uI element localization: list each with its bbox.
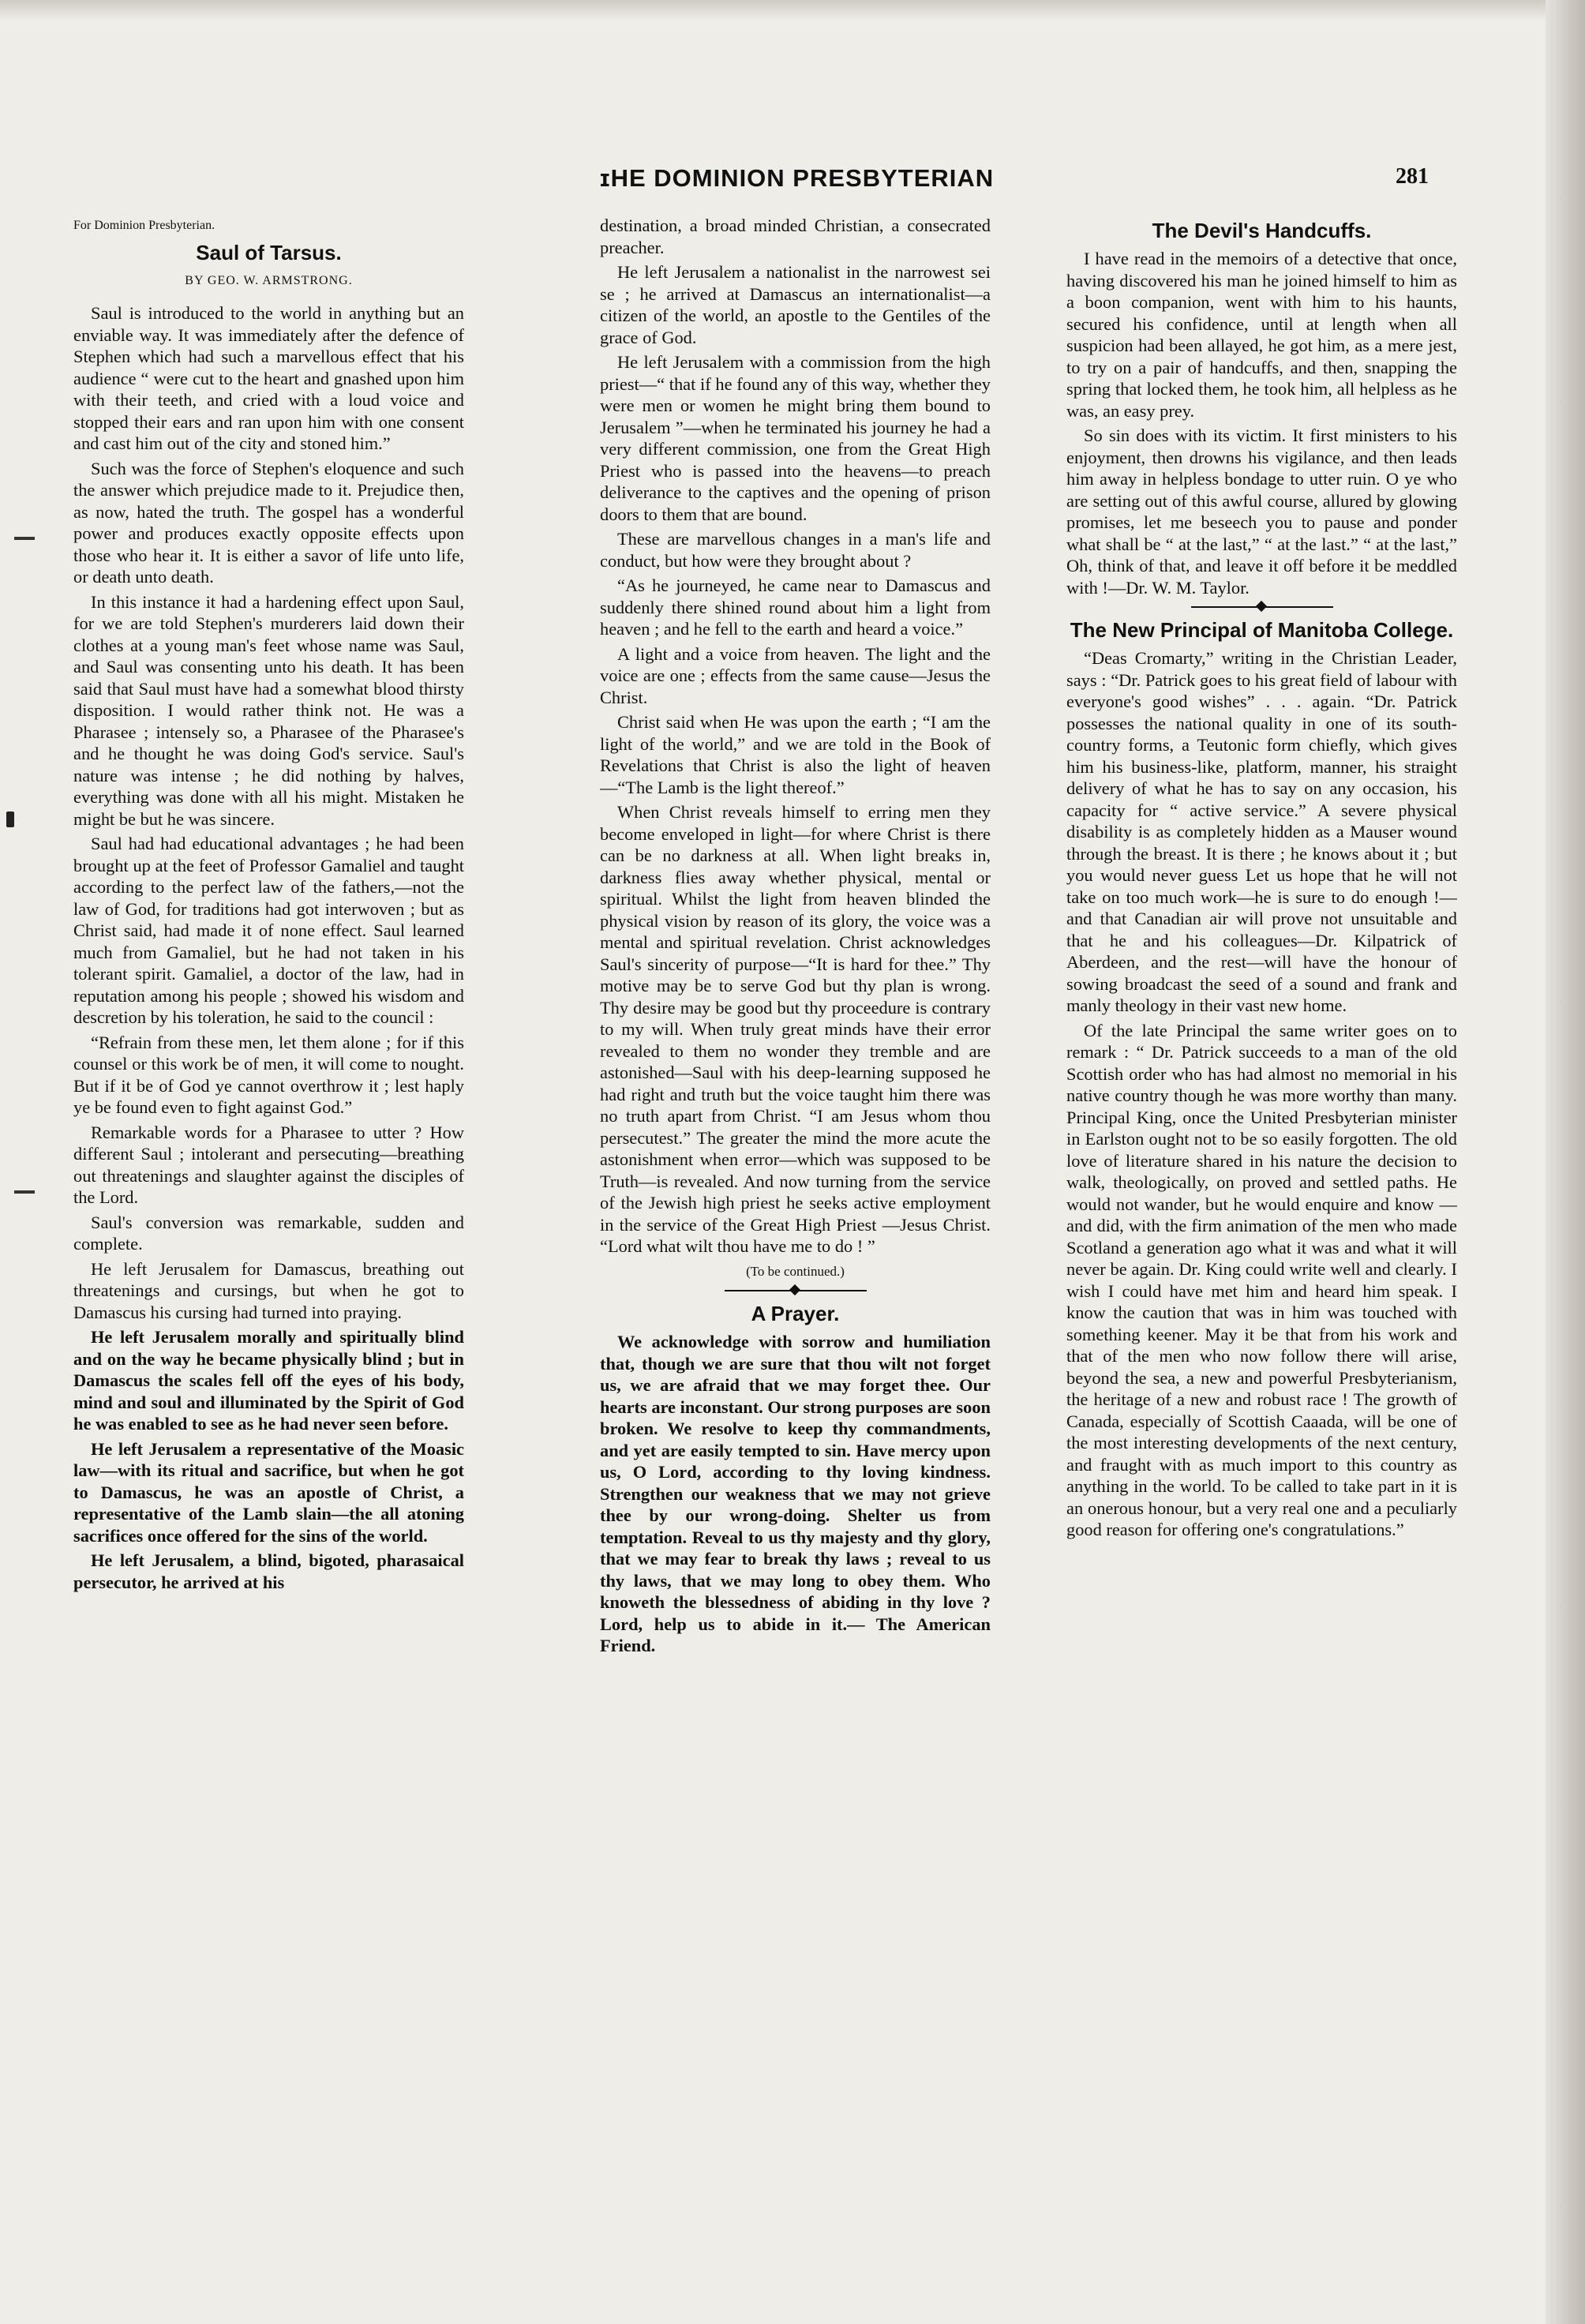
paragraph: “As he journeyed, he came near to Damascus and suddenly there shined round about him a light from heaven ; and he fell to the earth and heard a voice.” (600, 575, 991, 639)
paragraph: “Deas Cromarty,” writing in the Christian Leader, says : “Dr. Patrick goes to his great field of labour with everyone's good wishes” . . . again. “Dr. Patrick possesses the national quality in one of its south-country forms, a Teutonic form chiefly, which gives him his business-like, platform, manner, his straight delivery of what he has to say on any occasion, his capacity for “ active service.” A severe physical disability is as completely hidden as a Mauser wound through the breast. It is there ; he knows about it ; but you would never guess Let us hope that he will not take on too much work—he is sure to do enough !—and that Canadian air will prove not unsuitable and that he and his colleagues—Dr. Kilpatrick of Aberdeen, and the rest—will have the honour of sowing broadcast the seed of a sound and frank and manly theology in their vast new home. (1066, 648, 1457, 1015)
continued-note: (To be continued.) (746, 1263, 845, 1279)
paragraph: “Refrain from these men, let them alone ; for if this counsel or this work be of men, it will come to nought. But if it be of God ye cannot overthrow it ; lest haply ye be found even to fight against God.” (73, 1032, 464, 1117)
paragraph: He left Jerusalem with a commission from the high priest—“ that if he found any of this way, whether they were men or women he might bring them bound to Jerusalem ”—when he terminated his journey he had a very different commission, one from the Great High Priest who is passed into the heavens—to preach deliverance to the captives and the opening of prison doors to them that are bound. (600, 352, 991, 524)
column-1 (73, 215, 464, 2109)
paragraph: When Christ reveals himself to erring men they become enveloped in light—for where Christ is there can be no darkness at all. When light breaks in, darkness flies away whether physical, mental or spiritual. Whilst the light from heaven blinded the physical vision by reason of its glory, the voice was a mental and spiritual revelation. Christ acknowledges Saul's sincerity of purpose—“It is hard for thee.” Thy motive may be to serve God but thy plan is wrong. Thy desire may be good but thy proceedure is contrary to my will. When truly great minds have their error revealed to them no wonder they tremble and are astonished—Saul with his deep-learning supposed he had right and truth but the voice taught him there was no truth apart from Christ. “I am Jesus whom thou persecutest.” The greater the mind the more acute the astonishment when error—which was supposed to be Truth—is revealed. And now turning from the service of the Jewish high priest he seeks active employment in the service of the Great High Priest —Jesus Christ. “Lord what wilt thou have me to do ! ” (600, 802, 991, 1256)
paragraph: In this instance it had a hardening effect upon Saul, for we are told Stephen's murderers laid down their clothes at a young man's feet whose name was Saul, and Saul was consenting unto his death. It has been said that Saul must have had a somewhat blood thirsty disposition. I would rather think not. He was a Pharasee ; intensely so, a Pharasee of the Pharasee's and he thought he was doing God's service. Saul's nature was intense ; he did nothing by halves, everything was done with all his might. Mistaken he might be but he was sincere. (73, 591, 464, 829)
paragraph: I have read in the memoirs of a detective that once, having discovered his man he joined himself to him as a boon companion, went with him to his haunts, secured his confidence, until at length when all suspicion had been allayed, he got him, as a mere jest, to try on a pair of handcuffs, and then, snapping the spring that locked them, he took him, all helpless as he was, an easy prey. (1066, 249, 1457, 421)
scan-top-edge (0, 0, 1585, 21)
paragraph: Christ said when He was upon the earth ; “I am the light of the world,” and we are told in the Book of Revelations that Christ is also the light of heaven—“The Lamb is the light thereof.” (600, 712, 991, 797)
column-2 (600, 215, 991, 2109)
paragraph: He left Jerusalem a nationalist in the narrowest sei se ; he arrived at Damascus an internationalist—a citizen of the world, an apostle to the Gentiles of the grace of God. (600, 262, 991, 347)
paragraph: He left Jerusalem for Damascus, breathing out threatenings and cursings, but when he got to Damascus his cursing had turned into praying. (73, 1258, 464, 1322)
paragraph: He left Jerusalem a representative of the Moasic law—with its ritual and sacrifice, but when he got to Damascus, he was an apostle of Christ, a representative of the Lamb slain—the all atoning sacrifices once offered for the sins of the world. (73, 1438, 464, 1546)
margin-mark (14, 537, 35, 540)
running-title: ɪHE DOMINION PRESBYTERIAN (600, 164, 995, 192)
paragraph: Such was the force of Stephen's eloquence and such the answer which prejudice made to it. Prejudice then, as now, hated the truth. The gospel has a wonderful power and produces exactly opposite effects upon those who hear it. It is either a savor of life unto life, or death unto death. (73, 458, 464, 587)
paragraph: These are marvellous changes in a man's life and conduct, but how were they brought about ? (600, 529, 991, 571)
paragraph: Remarkable words for a Pharasee to utter ? How different Saul ; intolerant and persecuting—breathing out threatenings and slaughter against the disciples of the Lord. (73, 1122, 464, 1207)
column-3 (1066, 215, 1457, 2109)
paragraph: He left Jerusalem morally and spiritually blind and on the way he became physically blind ; but in Damascus the scales fell off the eyes of his body, mind and soul and illuminated by the Spirit of God he was enabled to see as he had never seen before. (73, 1327, 464, 1434)
paragraph: We acknowledge with sorrow and humiliation that, though we are sure that thou wilt not forget us, we are afraid that we may forget thee. Our hearts are inconstant. Our strong purposes are soon broken. We resolve to keep thy commandments, and yet are easily tempted to sin. Have mercy upon us, O Lord, according to thy loving kindness. Strengthen our weakness that we may not grieve thee by our wrong-doing. Shelter us from temptation. Reveal to us thy majesty and thy glory, that we may fear to break thy laws ; reveal to us thy laws, that we may long to obey them. Who knoweth the blessedness of abiding in thy love ? Lord, help us to abide in it.— The American Friend. (600, 1332, 991, 1655)
paragraph: Of the late Principal the same writer goes on to remark : “ Dr. Patrick succeeds to a man of the old Scottish order who has had almost no memorial in his native country though he was more worthy than many. Principal King, once the United Presbyterian minister in Earlston ought not to be so easily forgotten. The old love of literature shared in his nature the decision to walk, theologically, on proved and settled paths. He would not wander, but he would enquire and know —and did, with the firm animation of the men who made Scotland a generation ago what it was and what it will never be again. Dr. King could write well and clearly. I wish I could have met him and heard him speak. I know the caution that was in him was touched with something keener. May it be that from his work and that of the men who now follow there will arise, beyond the sea, a new and powerful Presbyterianism, the heritage of a new and robust race ! The growth of Canada, especially of Scottish Caaada, will be one of the most interesting developments of the next century, and fraught with as much import to this country as anything in the world. To be called to take part in it is an onerous honour, but a very real one and a peculiarly good reason for offering one's congratulations.” (1066, 1020, 1457, 1539)
article-title-devils-handcuffs: The Devil's Handcuffs. (1152, 219, 1372, 242)
section-divider (1191, 602, 1333, 613)
margin-mark (14, 1190, 35, 1194)
paragraph: Saul had had educational advantages ; he had been brought up at the feet of Professor Gamaliel and taught according to the perfect law of the fathers,—not the law of God, for traditions had got interwoven ; but as Christ said, had made it of none effect. Saul learned much from Gamaliel, but he had not taken in his tolerant spirit. Gamaliel, a doctor of the law, had in reputation among his people ; showed his wisdom and descretion by his toleration, he said to the council : (73, 834, 464, 1027)
paragraph: So sin does with its victim. It first ministers to his enjoyment, then drowns his vigilance, and then leads him away in helpless bondage to utter ruin. O ye who are setting out of this awful course, allured by glowing promises, let me beseech you to pause and ponder what shall be “ at the last,” “ at the last.” “ at the last,” Oh, think of that, and leave it off before it be meddled with !—Dr. W. M. Taylor. (1066, 425, 1457, 598)
margin-mark (6, 812, 14, 827)
paragraph: Saul's conversion was remarkable, sudden and complete. (73, 1212, 464, 1254)
kicker: For Dominion Presbyterian. (73, 219, 215, 232)
paragraph: A light and a voice from heaven. The light and the voice are one ; effects from the same cause—Jesus the Christ. (600, 643, 991, 707)
article-title-saul-of-tarsus: Saul of Tarsus. (196, 240, 342, 264)
paragraph: He left Jerusalem, a blind, bigoted, pharasaical persecutor, he arrived at his (73, 1550, 464, 1592)
paragraph: destination, a broad minded Christian, a consecrated preacher. (600, 216, 991, 257)
section-divider (725, 1285, 867, 1296)
page-number: 281 (1396, 164, 1429, 189)
article-title-new-principal: The New Principal of Manitoba College. (1070, 618, 1454, 642)
paragraph: Saul is introduced to the world in anything but an enviable way. It was immediately after the defence of Stephen which had such a marvellous effect that his audience “ were cut to the heart and gnashed upon him with their teeth, and cried with a loud voice and stopped their ears and ran upon him with one consent and cast him out of the city and stoned him.” (73, 303, 464, 453)
scan-right-edge (1546, 0, 1585, 2324)
byline: BY GEO. W. ARMSTRONG. (185, 273, 353, 287)
article-title-a-prayer: A Prayer. (751, 1302, 840, 1325)
